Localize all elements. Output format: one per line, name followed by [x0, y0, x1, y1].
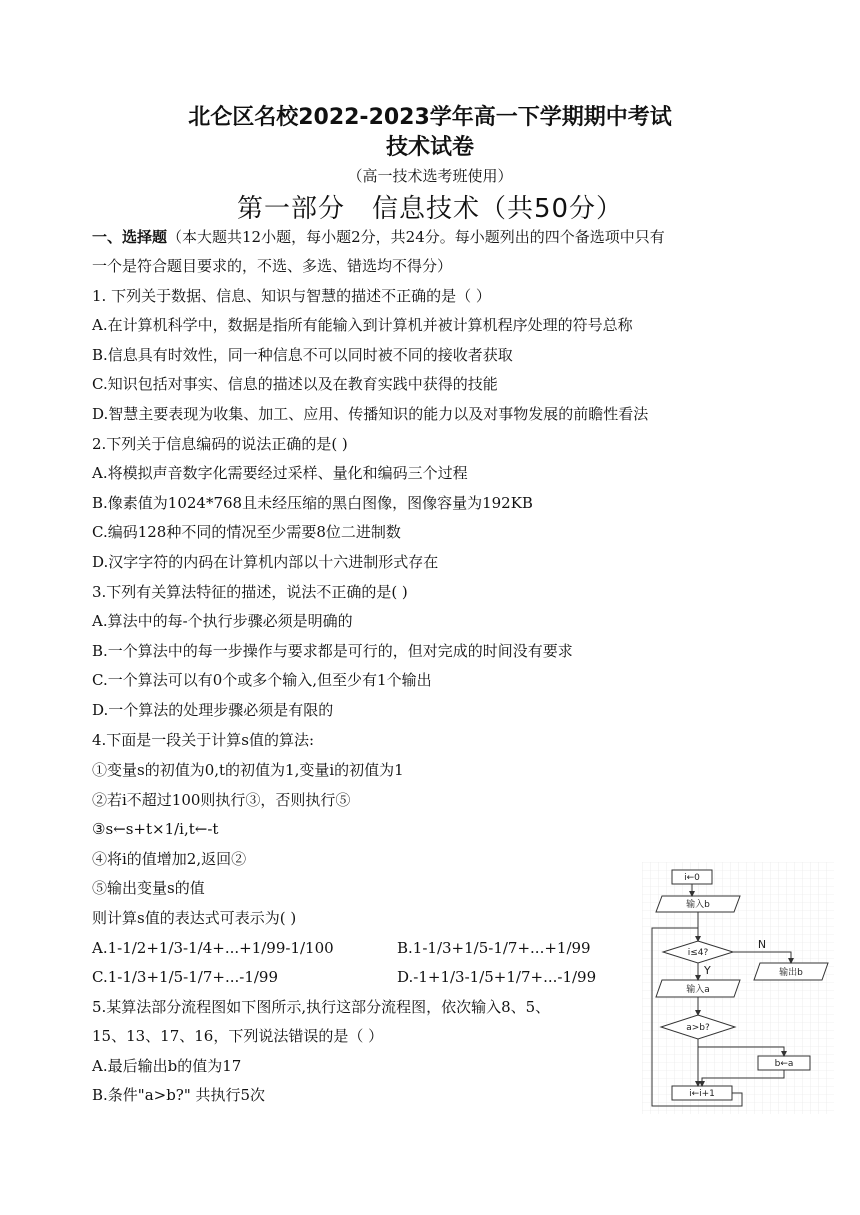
part-heading: 第一部分 信息技术（共50分） [236, 194, 624, 224]
flow-input-b-label: 输入b [686, 900, 710, 910]
q4-option-d: D.-1+1/3-1/5+1/7+...-1/99 [397, 968, 597, 986]
q3-option-c: C.一个算法可以有0个或多个输入,但至少有1个输出 [92, 671, 432, 689]
q3-stem: 3.下列有关算法特征的描述，说法不正确的是( ) [92, 583, 408, 601]
q2-option-b: B.像素值为1024*768且未经压缩的黑白图像，图像容量为192KB [92, 494, 533, 512]
flow-cond2-label: a>b? [686, 1023, 710, 1033]
flow-init-label: i←0 [684, 873, 700, 883]
exam-note: （高一技术选考班使用） [347, 167, 513, 185]
q3-option-a: A.算法中的每-个执行步骤必须是明确的 [92, 612, 353, 630]
flow-incr-label: i←i+1 [689, 1089, 715, 1099]
q4-step-4: ④将i的值增加2,返回② [92, 850, 247, 868]
flow-input-a-label: 输入a [686, 985, 710, 995]
section-intro [92, 227, 665, 247]
q3-option-d: D.一个算法的处理步骤必须是有限的 [92, 701, 334, 719]
q4-option-c: C.1-1/3+1/5-1/7+...-1/99 [92, 968, 279, 986]
q4-step-1: ①变量s的初值为0,t的初值为1,变量i的初值为1 [92, 761, 404, 779]
q1-option-a: A.在计算机科学中，数据是指所有能输入到计算机并被计算机程序处理的符号总称 [92, 316, 633, 334]
flow-output-b-label: 输出b [779, 968, 803, 978]
q4-option-a: A.1-1/2+1/3-1/4+...+1/99-1/100 [92, 939, 334, 957]
q2-option-c: C.编码128种不同的情况至少需要8位二进制数 [92, 523, 401, 541]
exam-title: 北仑区名校2022-2023学年高一下学期期中考试 [188, 105, 672, 130]
q4-option-b: B.1-1/3+1/5-1/7+...+1/99 [397, 939, 591, 957]
q2-stem: 2.下列关于信息编码的说法正确的是( ) [92, 435, 348, 453]
q4-step-5: ⑤输出变量s的值 [92, 879, 205, 897]
q3-option-b: B.一个算法中的每一步操作与要求都是可行的，但对完成的时间没有要求 [92, 642, 573, 660]
flow-yes-label: Y [704, 964, 711, 977]
section-desc-2: 一个是符合题目要求的，不选、多选、错选均不得分） [92, 257, 453, 275]
q4-step-3: ③s←s+t×1/i,t←-t [92, 820, 219, 838]
q1-option-c: C.知识包括对事实、信息的描述以及在教育实践中获得的技能 [92, 375, 498, 393]
q2-option-d: D.汉字字符的内码在计算机内部以十六进制形式存在 [92, 553, 439, 571]
q5-option-a: A.最后输出b的值为17 [92, 1057, 242, 1075]
q4-step-2: ②若i不超过100则执行③，否则执行⑤ [92, 791, 351, 809]
q1-stem: 1. 下列关于数据、信息、知识与智慧的描述不正确的是（ ） [92, 287, 491, 305]
q5-stem-1: 5.某算法部分流程图如下图所示,执行这部分流程图，依次输入8、5、 [92, 998, 551, 1016]
q5-option-b: B.条件"a>b?" 共执行5次 [92, 1086, 266, 1104]
flowchart-figure [642, 862, 834, 1114]
q4-ask: 则计算s值的表达式可表示为( ) [92, 909, 297, 927]
q2-option-a: A.将模拟声音数字化需要经过采样、量化和编码三个过程 [92, 464, 468, 482]
section-label: 一、选择题 [92, 228, 168, 246]
q5-stem-2: 15、13、17、16，下列说法错误的是（ ） [92, 1027, 384, 1045]
section-desc-1: （本大题共12小题，每小题2分，共24分。每小题列出的四个备选项中只有 [167, 228, 665, 246]
flow-no-label: N [757, 938, 767, 951]
q1-option-d: D.智慧主要表现为收集、加工、应用、传播知识的能力以及对事物发展的前瞻性看法 [92, 405, 649, 423]
q4-stem: 4.下面是一段关于计算s值的算法: [92, 731, 315, 749]
flow-assign-label: b←a [774, 1059, 794, 1069]
flow-cond1-label: i≤4? [687, 948, 709, 958]
exam-subtitle: 技术试卷 [385, 135, 474, 160]
q1-option-b: B.信息具有时效性，同一种信息不可以同时被不同的接收者获取 [92, 346, 513, 364]
